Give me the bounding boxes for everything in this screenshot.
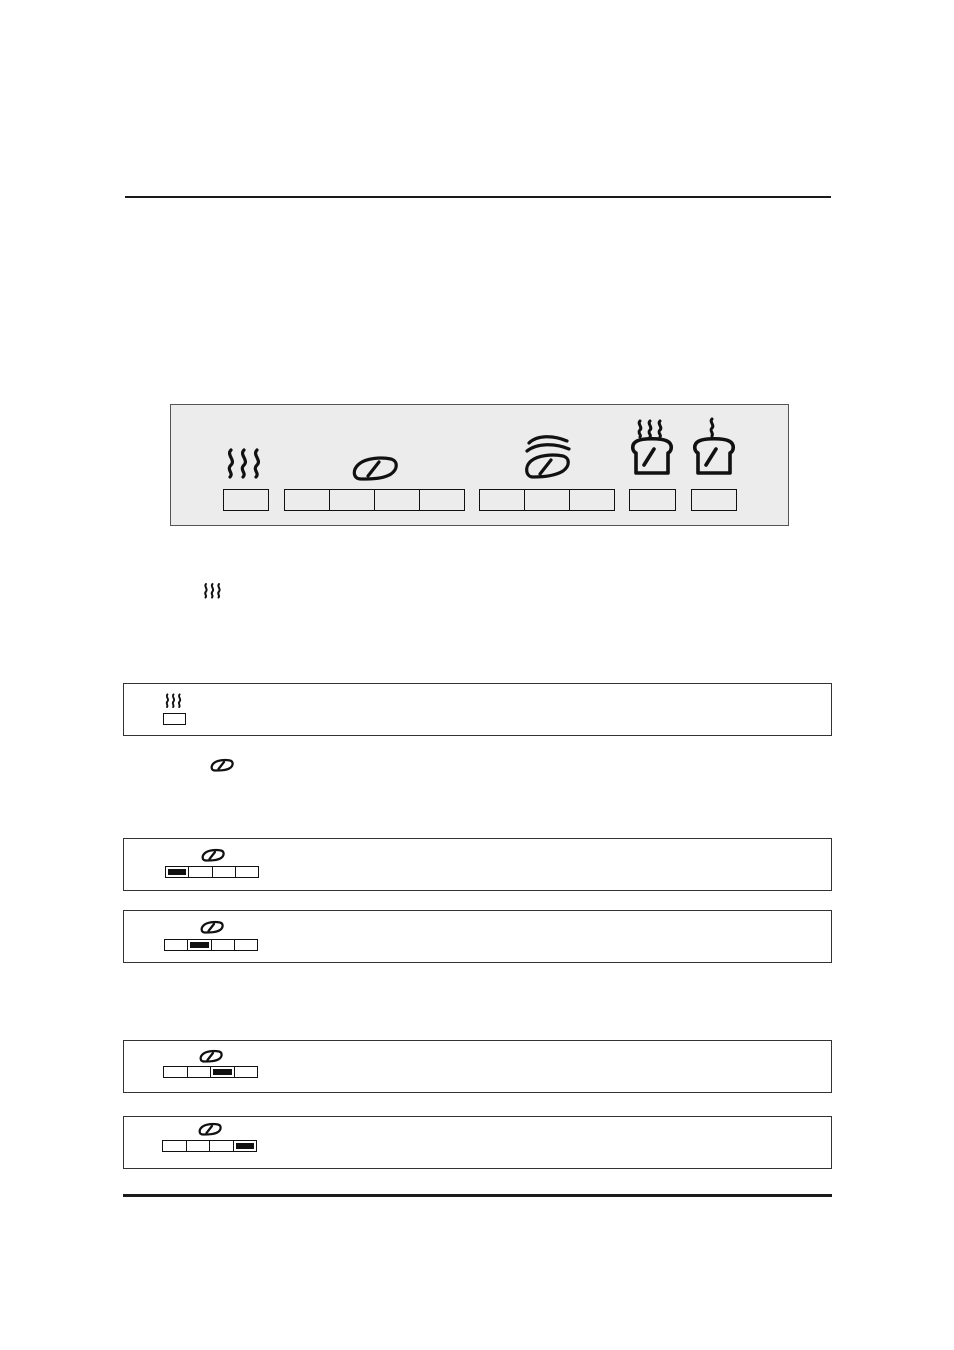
loaf-segments [164,939,258,951]
steam-segment [223,489,269,511]
loaf-segment [374,490,419,510]
loaf-segment-active [166,867,188,877]
loaf-icon [199,1049,223,1063]
loaf-icon [198,1122,222,1136]
loaf-segment-active [210,1067,234,1077]
crust-segment [569,490,614,510]
loaf-icon [200,920,224,934]
crust-segment [524,490,569,510]
loaf-segments [165,866,259,878]
crust-segment [480,490,524,510]
steam-icon [163,693,185,708]
loaf-segment [419,490,464,510]
loaf-icon [351,455,399,481]
top-rule [125,196,831,198]
loaf-segments [284,489,465,511]
example-panel-steam [123,683,832,736]
toast-steam-segment [629,489,676,511]
toast-icon [691,417,737,477]
loaf-segment [285,490,329,510]
steam-icon [202,582,224,599]
loaf-segments [162,1140,257,1152]
crust-icon [523,433,573,481]
steam-segment [163,713,186,725]
loaf-segment-active [233,1141,257,1151]
display-panel [170,404,789,526]
toast-steam-icon [629,419,675,477]
example-panel-loaf-4 [123,1116,832,1169]
steam-icon [223,447,267,479]
loaf-icon [201,848,225,862]
loaf-segment-active [187,940,210,950]
example-panel-loaf-3 [123,1040,832,1093]
example-panel-loaf-2 [123,910,832,963]
example-panel-loaf-1 [123,838,832,891]
bottom-rule [123,1194,832,1197]
loaf-segments [163,1066,258,1078]
loaf-icon [210,758,234,772]
toast-segment [691,489,737,511]
crust-segments [479,489,615,511]
loaf-segment [329,490,374,510]
